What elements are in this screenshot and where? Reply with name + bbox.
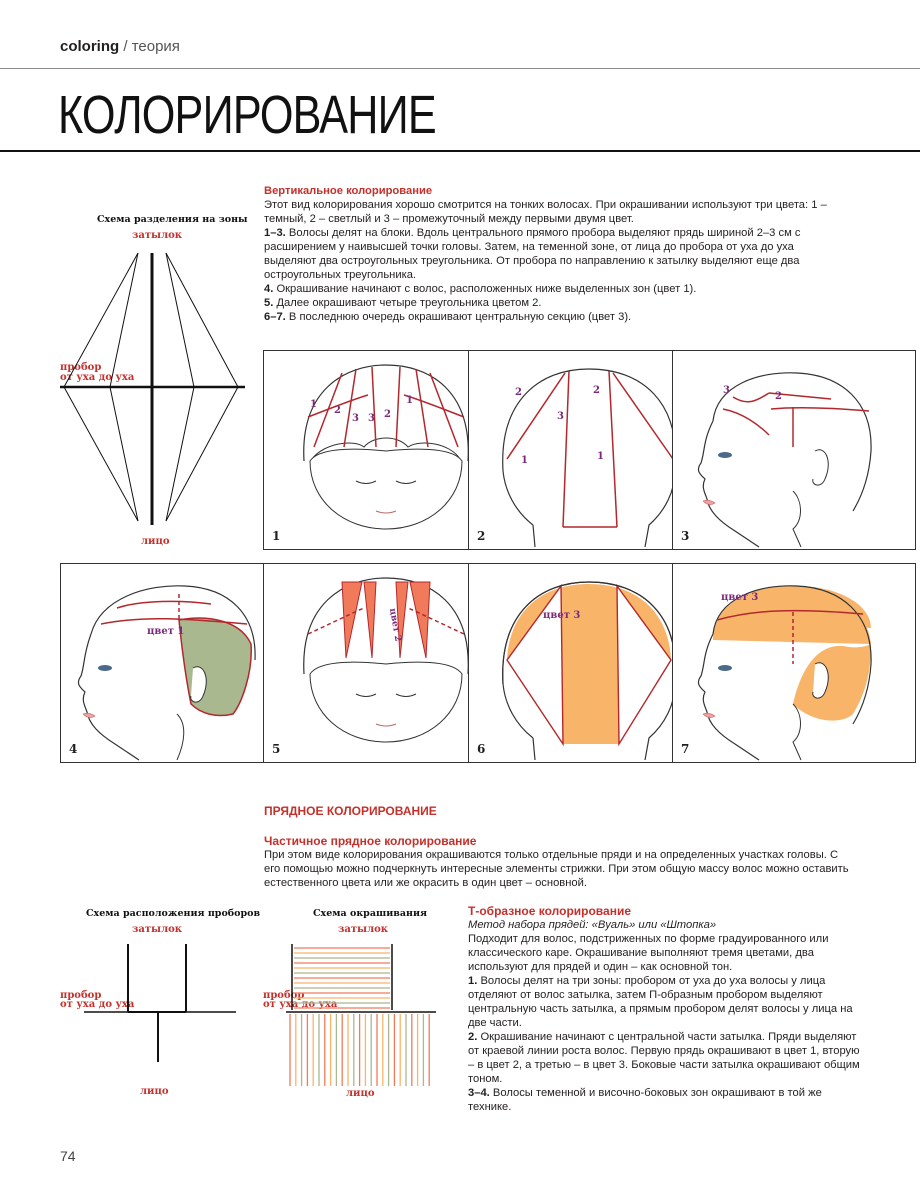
scheme1-side-label-1: пробор xyxy=(60,362,102,373)
partial-strand-text: При этом виде колорирования окрашиваются только отдельные пряди и на определенных участках головы. С его помощью можно подчеркнуть интересные элементы стрижки. При этом общую массу волос можно оставить естественного цвета или же окрасить в один цвет – основной. xyxy=(264,849,849,889)
scheme2-bottom-label: лицо xyxy=(140,1086,169,1097)
t-shaped-method: Метод набора прядей: «Вуаль» или «Штопка» xyxy=(468,919,717,931)
panel-3-profile-view: 3 2 3 xyxy=(672,350,916,550)
subsection-name: теория xyxy=(131,38,180,55)
panel-label: 2 xyxy=(477,529,486,543)
panel-label: 3 xyxy=(681,529,690,543)
panel-label: 7 xyxy=(681,742,690,756)
title-rule xyxy=(0,150,920,152)
zone-division-diagram xyxy=(60,245,250,530)
parting-layout-diagram xyxy=(80,940,240,1065)
header-rule xyxy=(0,68,920,69)
coloring-scheme-diagram xyxy=(286,940,436,1090)
panel-1-top-view: 1 2 3 3 2 1 1 xyxy=(263,350,507,550)
t-shaped-intro: Подходит для волос, подстриженных по форме градуированного или классического каре. Окрашивание выполняют тремя цветами, два используют для прядей и один – как основной тон. xyxy=(468,933,829,973)
strand-coloring-section xyxy=(264,804,854,890)
panel-5-top-color2: цвет 2 5 xyxy=(263,563,507,763)
scheme1-top-label: затылок xyxy=(132,230,183,241)
t-shaped-section xyxy=(468,904,868,1114)
scheme1-side-label-2: от уха до уха xyxy=(60,372,135,383)
scheme2-side-label-2: от уха до уха xyxy=(60,999,135,1010)
vertical-coloring-heading: Вертикальное колорирование xyxy=(264,185,433,197)
vertical-step-1: 1–3. Волосы делят на блоки. Вдоль центрального прямого пробора выделяют прядь шириной 2–3 см с расширением у наивысшей точки головы. Затем, на теменной зоне, от лица до пробора от уха до уха выделяют два остроугольных треугольника. От пробора по направлению к затылку выделяют еще два остроугольных треугольника. xyxy=(264,227,801,281)
scheme3-caption: Схема окрашивания xyxy=(313,908,428,919)
panel-7-profile-color3: цвет 3 7 xyxy=(672,563,916,763)
vertical-coloring-section xyxy=(264,184,844,324)
scheme3-side-label-2: от уха до уха xyxy=(263,999,338,1010)
panel-2-back-view: 2 3 2 1 1 2 xyxy=(468,350,712,550)
scheme3-top-label: затылок xyxy=(338,924,389,935)
scheme3-bottom-label: лицо xyxy=(346,1088,375,1099)
page-number: 74 xyxy=(60,1148,76,1164)
panel-4-profile-color1: цвет 1 4 xyxy=(60,563,304,763)
scheme2-top-label: затылок xyxy=(132,924,183,935)
scheme2-side-label-1: пробор xyxy=(60,990,102,1001)
t-shaped-step-2: 2. Окрашивание начинают с центральной части затылка. Пряди выделяют от краевой линии роста волос. Первую прядь окрашивают в цвет 1, вторую – в цвет 2, а третью – в цвет 3. Боковые части затылка окрашивают общим тоном. xyxy=(468,1031,860,1085)
t-shaped-step-1: 1. Волосы делят на три зоны: пробором от уха до уха волосы у лица отделяют от волос затылка, затем П-образным пробором выделяют центральную часть затылка, а прямым пробором делят волосы у лица на две части. xyxy=(468,975,853,1029)
panel-label: 1 xyxy=(272,529,281,543)
panel-label: 6 xyxy=(477,742,486,756)
header-separator: / xyxy=(119,38,132,55)
scheme2-caption: Схема расположения проборов xyxy=(86,908,261,919)
vertical-intro: Этот вид колорирования хорошо смотрится на тонких волосах. При окрашивании используют три цвета: 1 – темный, 2 – светлый и 3 – промежуточный между первыми двумя цвет. xyxy=(264,199,827,225)
panel-label: 4 xyxy=(69,742,78,756)
section-name: coloring xyxy=(60,38,120,55)
t-shaped-heading: Т-образное колорирование xyxy=(468,904,632,918)
partial-strand-heading: Частичное прядное колорирование xyxy=(264,834,477,848)
vertical-step-4: 6–7. В последнюю очередь окрашивают центральную секцию (цвет 3). xyxy=(264,311,632,323)
page-title: КОЛОРИРОВАНИЕ xyxy=(58,85,436,145)
vertical-step-2: 4. Окрашивание начинают с волос, расположенных ниже выделенных зон (цвет 1). xyxy=(264,283,697,295)
vertical-step-3: 5. Далее окрашивают четыре треугольника цветом 2. xyxy=(264,297,542,309)
section-header xyxy=(60,38,180,55)
panel-6-back-color3: цвет 3 6 xyxy=(468,563,712,763)
strand-coloring-heading: ПРЯДНОЕ КОЛОРИРОВАНИЕ xyxy=(264,804,437,818)
t-shaped-step-3: 3–4. Волосы теменной и височно-боковых зон окрашивают в той же технике. xyxy=(468,1087,822,1113)
panel-label: 5 xyxy=(272,742,281,756)
scheme1-bottom-label: лицо xyxy=(141,536,170,547)
scheme3-side-label-1: пробор xyxy=(263,990,305,1001)
scheme1-caption: Схема разделения на зоны xyxy=(97,214,248,225)
